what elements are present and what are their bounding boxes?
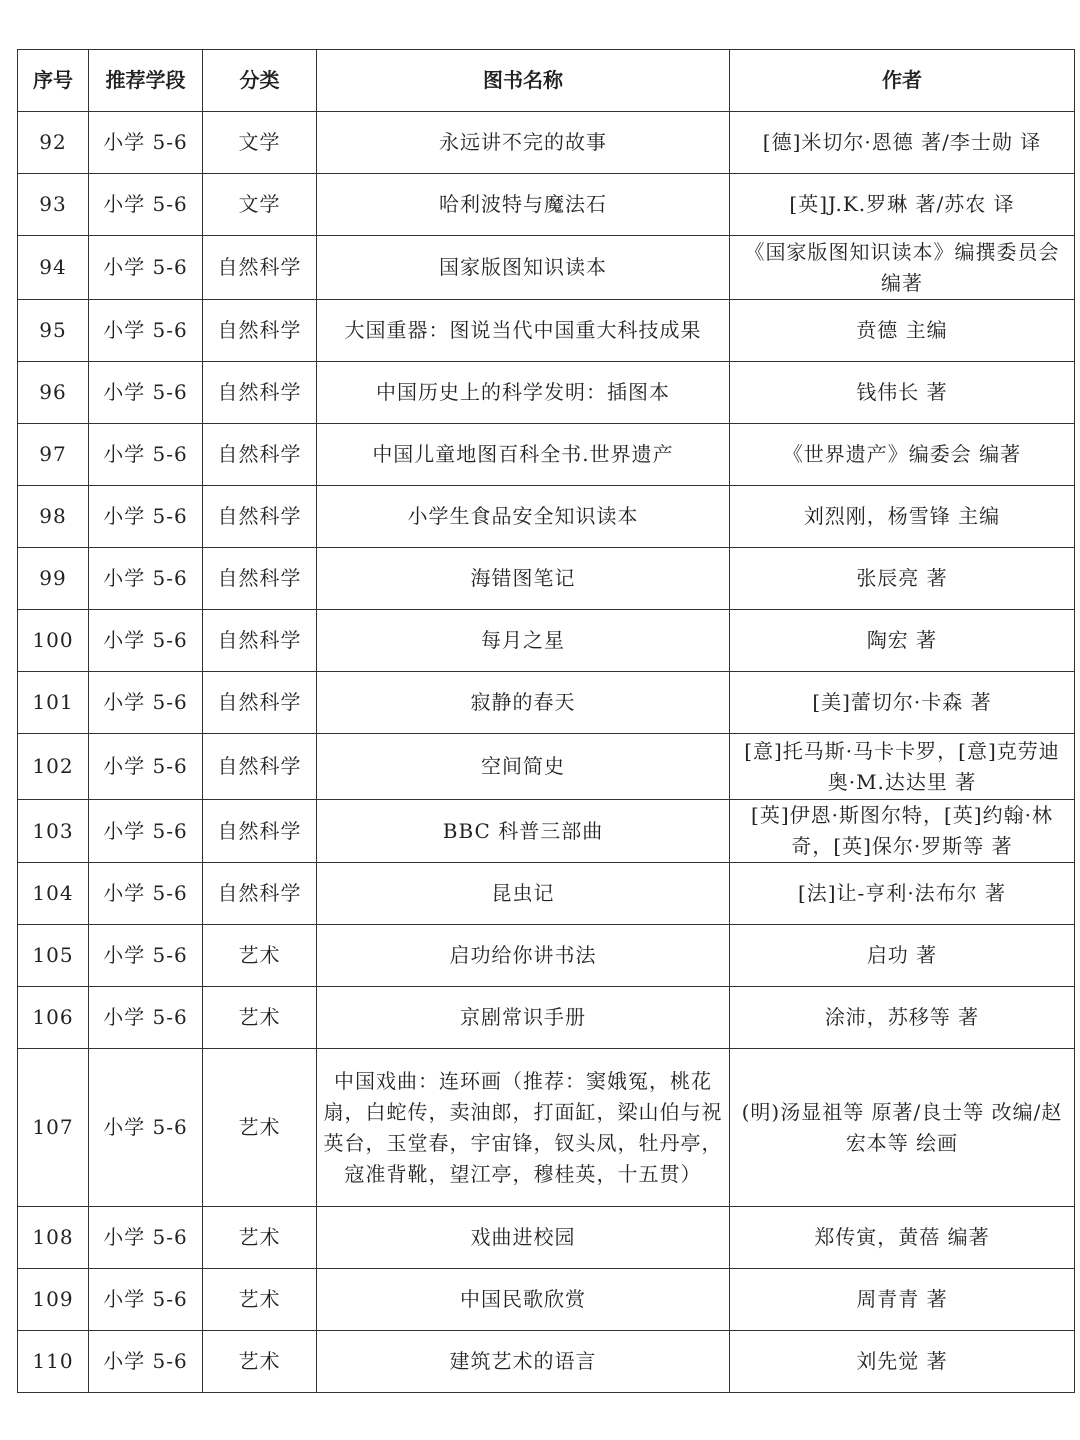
cell-category: 文学 [203,174,317,236]
cell-author: 《世界遗产》编委会 编著 [730,424,1075,486]
cell-author: 启功 著 [730,925,1075,987]
cell-no: 103 [18,800,89,863]
cell-author: 涂沛，苏移等 著 [730,987,1075,1049]
cell-category: 艺术 [203,1049,317,1207]
table-row [18,925,1075,987]
cell-no: 101 [18,672,89,734]
cell-no: 98 [18,486,89,548]
cell-title: 建筑艺术的语言 [317,1331,730,1393]
cell-stage: 小学 5-6 [89,362,203,424]
cell-author: 钱伟长 著 [730,362,1075,424]
table-row [18,112,1075,174]
cell-category: 艺术 [203,1269,317,1331]
cell-title: 中国儿童地图百科全书.世界遗产 [317,424,730,486]
cell-stage: 小学 5-6 [89,112,203,174]
cell-no: 104 [18,863,89,925]
cell-author: 贲德 主编 [730,300,1075,362]
cell-stage: 小学 5-6 [89,610,203,672]
cell-no: 110 [18,1331,89,1393]
cell-no: 102 [18,734,89,800]
table-row [18,1207,1075,1269]
cell-no: 100 [18,610,89,672]
cell-stage: 小学 5-6 [89,424,203,486]
cell-author: 周青青 著 [730,1269,1075,1331]
cell-author: [英]J.K.罗琳 著/苏农 译 [730,174,1075,236]
cell-no: 97 [18,424,89,486]
cell-author: 郑传寅，黄蓓 编著 [730,1207,1075,1269]
table-row [18,548,1075,610]
cell-stage: 小学 5-6 [89,734,203,800]
table-row [18,486,1075,548]
cell-author: [英]伊恩·斯图尔特，[英]约翰·林奇，[英]保尔·罗斯等 著 [730,800,1075,863]
cell-stage: 小学 5-6 [89,672,203,734]
table-row [18,236,1075,300]
cell-stage: 小学 5-6 [89,863,203,925]
cell-title: 永远讲不完的故事 [317,112,730,174]
cell-author: [美]蕾切尔·卡森 著 [730,672,1075,734]
cell-category: 自然科学 [203,734,317,800]
header-category: 分类 [203,50,317,112]
cell-title: 中国历史上的科学发明：插图本 [317,362,730,424]
cell-author: 刘烈刚，杨雪锋 主编 [730,486,1075,548]
cell-no: 107 [18,1049,89,1207]
cell-no: 92 [18,112,89,174]
cell-stage: 小学 5-6 [89,800,203,863]
table-row [18,1269,1075,1331]
cell-title: 京剧常识手册 [317,987,730,1049]
cell-category: 自然科学 [203,424,317,486]
cell-category: 艺术 [203,987,317,1049]
header-author: 作者 [730,50,1075,112]
header-title: 图书名称 [317,50,730,112]
cell-title: 每月之星 [317,610,730,672]
cell-stage: 小学 5-6 [89,548,203,610]
cell-title: 寂静的春天 [317,672,730,734]
cell-category: 文学 [203,112,317,174]
table-row [18,174,1075,236]
cell-title: 昆虫记 [317,863,730,925]
table-row [18,734,1075,800]
table-row [18,1049,1075,1207]
cell-stage: 小学 5-6 [89,236,203,300]
cell-category: 自然科学 [203,800,317,863]
cell-title: 启功给你讲书法 [317,925,730,987]
cell-category: 自然科学 [203,548,317,610]
cell-title: 戏曲进校园 [317,1207,730,1269]
cell-author: 张辰亮 著 [730,548,1075,610]
cell-title: BBC 科普三部曲 [317,800,730,863]
cell-no: 99 [18,548,89,610]
cell-category: 自然科学 [203,236,317,300]
book-list-table [17,49,1075,1393]
cell-stage: 小学 5-6 [89,1049,203,1207]
cell-title: 中国民歌欣赏 [317,1269,730,1331]
table-row [18,300,1075,362]
table-row [18,424,1075,486]
cell-no: 95 [18,300,89,362]
cell-title: 中国戏曲：连环画（推荐：窦娥冤，桃花扇，白蛇传，卖油郎，打面缸，梁山伯与祝英台，玉堂春，宇宙锋，钗头凤，牡丹亭，寇准背靴，望江亭，穆桂英，十五贯） [317,1049,730,1207]
cell-title: 国家版图知识读本 [317,236,730,300]
cell-author: [意]托马斯·马卡卡罗，[意]克劳迪奥·M.达达里 著 [730,734,1075,800]
cell-stage: 小学 5-6 [89,1331,203,1393]
cell-category: 自然科学 [203,672,317,734]
cell-category: 艺术 [203,1331,317,1393]
cell-no: 109 [18,1269,89,1331]
cell-title: 小学生食品安全知识读本 [317,486,730,548]
table-row [18,362,1075,424]
cell-author: [德]米切尔·恩德 著/李士勋 译 [730,112,1075,174]
cell-author: [法]让-亨利·法布尔 著 [730,863,1075,925]
table-row [18,672,1075,734]
cell-category: 艺术 [203,925,317,987]
cell-category: 自然科学 [203,863,317,925]
table-row [18,987,1075,1049]
header-no: 序号 [18,50,89,112]
header-row [18,50,1075,112]
table-body [18,112,1075,1393]
table-row [18,610,1075,672]
table-row [18,1331,1075,1393]
cell-stage: 小学 5-6 [89,300,203,362]
cell-author: 《国家版图知识读本》编撰委员会 编著 [730,236,1075,300]
cell-no: 106 [18,987,89,1049]
cell-author: (明)汤显祖等 原著/良士等 改编/赵宏本等 绘画 [730,1049,1075,1207]
cell-stage: 小学 5-6 [89,925,203,987]
cell-title: 哈利波特与魔法石 [317,174,730,236]
table-row [18,800,1075,863]
cell-stage: 小学 5-6 [89,1207,203,1269]
cell-title: 空间简史 [317,734,730,800]
cell-stage: 小学 5-6 [89,174,203,236]
cell-title: 大国重器：图说当代中国重大科技成果 [317,300,730,362]
table-row [18,863,1075,925]
cell-no: 105 [18,925,89,987]
cell-category: 自然科学 [203,610,317,672]
cell-category: 自然科学 [203,362,317,424]
cell-title: 海错图笔记 [317,548,730,610]
cell-no: 93 [18,174,89,236]
cell-author: 刘先觉 著 [730,1331,1075,1393]
cell-category: 自然科学 [203,486,317,548]
cell-no: 94 [18,236,89,300]
cell-no: 108 [18,1207,89,1269]
cell-category: 艺术 [203,1207,317,1269]
cell-author: 陶宏 著 [730,610,1075,672]
cell-stage: 小学 5-6 [89,987,203,1049]
cell-stage: 小学 5-6 [89,1269,203,1331]
cell-no: 96 [18,362,89,424]
header-stage: 推荐学段 [89,50,203,112]
cell-stage: 小学 5-6 [89,486,203,548]
cell-category: 自然科学 [203,300,317,362]
